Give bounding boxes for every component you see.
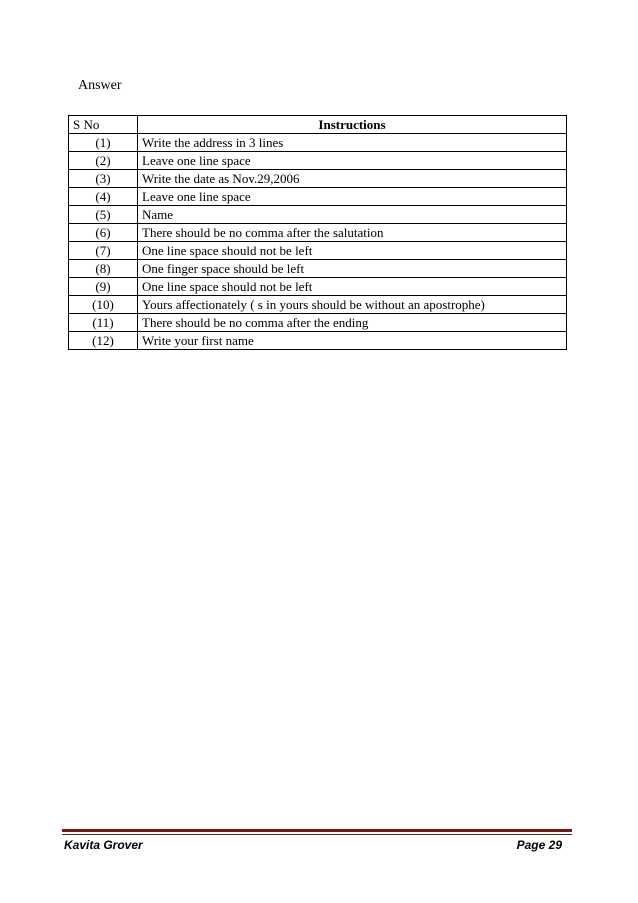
row-sno: (7) [69,242,138,260]
row-instruction: One line space should not be left [138,242,567,260]
column-header-sno: S No [69,116,138,134]
table-row [69,170,567,188]
row-instruction: One finger space should be left [138,260,567,278]
table-row [69,260,567,278]
row-sno: (1) [69,134,138,152]
table-row [69,332,567,350]
row-instruction: Write your first name [138,332,567,350]
row-instruction: Leave one line space [138,152,567,170]
row-sno: (10) [69,296,138,314]
table-row [69,296,567,314]
footer-rule-thick [62,829,572,832]
row-instruction: Name [138,206,567,224]
row-sno: (3) [69,170,138,188]
row-sno: (4) [69,188,138,206]
table-header-row [69,116,567,134]
footer-author: Kavita Grover [64,838,143,852]
row-instruction: One line space should not be left [138,278,567,296]
answer-heading: Answer [78,78,122,93]
table-row [69,242,567,260]
row-instruction: There should be no comma after the salutation [138,224,567,242]
table-row [69,134,567,152]
table-row [69,152,567,170]
table-row [69,188,567,206]
row-sno: (2) [69,152,138,170]
instructions-table [68,115,567,350]
table-row [69,206,567,224]
footer-rule-thin [62,834,572,835]
table-row [69,314,567,332]
column-header-instructions: Instructions [138,116,567,134]
row-instruction: Write the date as Nov.29,2006 [138,170,567,188]
row-instruction: Yours affectionately ( s in yours should be without an apostrophe) [138,296,567,314]
row-sno: (11) [69,314,138,332]
row-sno: (6) [69,224,138,242]
row-instruction: Write the address in 3 lines [138,134,567,152]
row-instruction: There should be no comma after the ending [138,314,567,332]
table-row [69,278,567,296]
row-sno: (8) [69,260,138,278]
row-instruction: Leave one line space [138,188,567,206]
row-sno: (12) [69,332,138,350]
row-sno: (9) [69,278,138,296]
row-sno: (5) [69,206,138,224]
footer-page-number: Page 29 [516,838,562,852]
table-row [69,224,567,242]
